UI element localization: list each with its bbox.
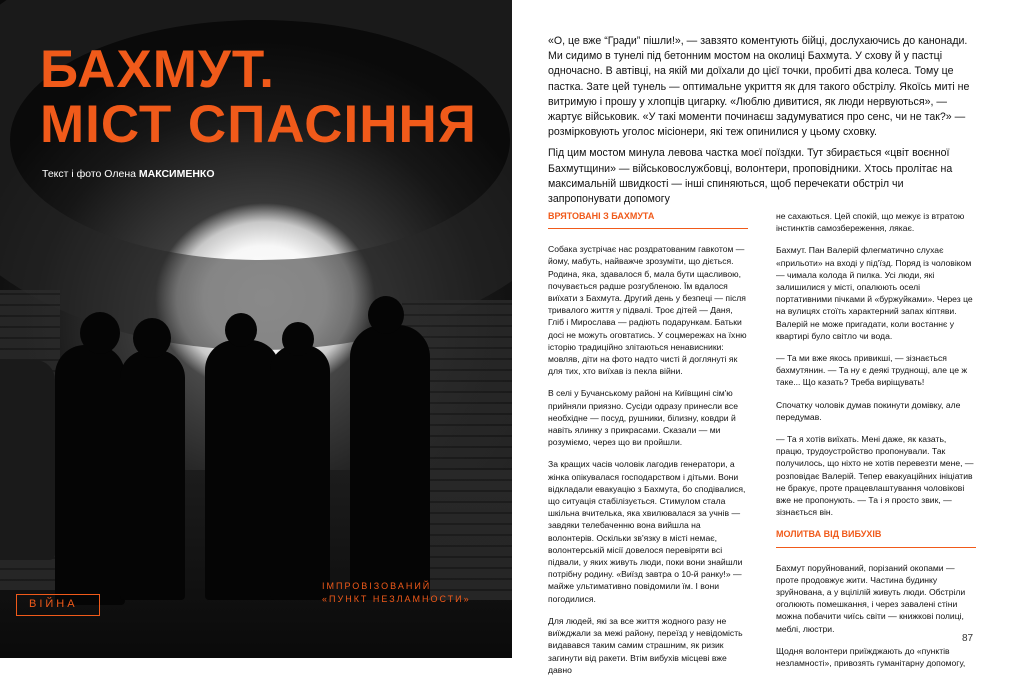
- paragraph: За кращих часів чоловік лагодив генератори, а жінка опікувалася господарством і дітьми. Вони відкладали евакуацію з Бахмута, бо сподівалися, що ситуація стабілізується. Стимулом стала шкільна вчителька, яка хвилювалася за учнів — завдяки телебаченню вона вийшла на волонтерів. Оскільки зв'язку в місті немає, волонтерській місії довелося перевіряти всі підвали, у яких живуть люди, поки вони знайшли потрібну родину. «Виїзд завтра о 10-й ранку!» — майже ультимативно повідомили їм. І вони погодилися.: [548, 459, 746, 604]
- paragraph: Щодня волонтери приїжджають до «пунктів незламності», привозять гуманітарну допомогу,: [776, 645, 966, 669]
- caption-line-1: ІМПРОВІЗОВАНИЙ: [322, 581, 432, 591]
- silhouette: [55, 345, 125, 605]
- paragraph: — Та я хотів виїхать. Мені даже, як казать, працю, трудоустройство пропонували. Так получилось, що ніхто не хотів перевезти мене, — розповідає Валерій. Тепер евакуаційних ініціатив не бракує, проте працевлаштування чоловікові вже не пропонують. — Та і я просто звик, — зізнається він.: [776, 434, 974, 518]
- paragraph: не сахаються. Цей спокій, що межує із втратою інстинктів самозбереження, лякає.: [776, 211, 965, 234]
- section-tag: ВІЙНА: [16, 594, 100, 616]
- silhouette-head: [133, 318, 171, 358]
- silhouette-head: [368, 296, 404, 334]
- paragraph: Бахмут. Пан Валерій флегматично слухає «прильоти» на вході у під'їзд. Поряд із чоловіком — чимала колода й пилка. Усі люди, які залишилися у місті, опалюють оселі портативними пічками й «буржуйками». Через це на вулицях стоїть характерний запах кіптяви. Валерій не може пригадати, коли востаннє у квартирі було світло чи вода.: [776, 245, 973, 341]
- page-title: [40, 42, 477, 152]
- paragraph: В селі у Бучанському районі на Київщині сім'ю прийняли приязно. Сусіди одразу принесли все необхідне — посуд, рушники, білизну, ковдри й навіть ялинку з прикрасами. Сказали — ми розуміємо, через що ви пройшли.: [548, 388, 738, 448]
- heading-rule: [776, 547, 976, 548]
- paragraph: Собака зустрічає нас роздратованим гавкотом — йому, мабуть, найважче зрозуміти, що діється. Родина, яка, здавалося б, мала бути щасливою, почувається радше розгубленою. Їм вдалося виїхати з Бахмута. Другий день у безпеці — після тривалого життя у підвалі. Троє дітей — Даня, Гліб і Мирослава — радіють подарункам. Батьки досі не можуть оговтатись. У соцмережах на їхню історію традиційно злітаються ненависники: мовляв, діти на фото надто чисті й доглянуті як для тих, хто виїхав із пекла війни.: [548, 244, 747, 377]
- title-line-1: БАХМУТ.: [40, 40, 275, 99]
- article-column-2: [776, 210, 976, 679]
- heading-rule: [548, 228, 748, 229]
- credit-author: МАКСИМЕНКО: [138, 168, 215, 180]
- silhouette: [205, 340, 280, 600]
- paragraph: Бахмут поруйнований, порізаний окопами — проте продовжує жити. Частина будинку зруйнована, а у вцілілій живуть люди. Обстріли оголюють помешкання, і через завалені стіни можна побачити чиїсь світи — книжкові полиці, меблі, люстри.: [776, 562, 966, 634]
- section-heading: МОЛИТВА ВІД ВИБУХІВ: [776, 529, 882, 540]
- lead-paragraph: [548, 34, 978, 213]
- silhouette: [350, 325, 430, 600]
- silhouette-head: [80, 312, 120, 354]
- car-silhouette: [0, 360, 55, 560]
- caption-line-2: «ПУНКТ НЕЗЛАМНОСТИ»: [322, 594, 471, 604]
- silhouette: [120, 350, 185, 600]
- silhouette: [270, 345, 330, 600]
- paragraph: Для людей, які за все життя жодного разу не виїжджали за межі району, переїзд у невідомість видавався таким самим страшним, як ризик загинути від ракети. Втім вибухів місцеві вже давно: [548, 615, 743, 675]
- cover-photo: [0, 0, 512, 658]
- author-credit: [42, 168, 215, 180]
- silhouette-head: [282, 322, 314, 356]
- section-heading: ВРЯТОВАНІ З БАХМУТА: [548, 211, 655, 221]
- credit-prefix: Текст і фото Олена: [42, 168, 136, 180]
- silhouette-head: [225, 313, 257, 347]
- lead-p2: Під цим мостом минула левова частка моєї поїздки. Тут збирається «цвіт воєнної Бахмутщини» — військовослужбовці, волонтери, проповідники. Хтось пролітає на максимальній швидкості — інші спиняються, щоб перечекати обстріл чи запропонувати допомогу: [548, 147, 953, 206]
- photo-caption: [322, 580, 471, 606]
- page-number: 87: [962, 633, 974, 644]
- paragraph: — Та ми вже якось привикші, — зізнається бахмутянин. — Та ну є деякі труднощі, але це ж таке... Що казать? Треба виріщувать!: [776, 353, 968, 388]
- paragraph: Спочатку чоловік думав покинути домівку, але передумав.: [776, 399, 961, 422]
- article-column-1: [548, 210, 748, 686]
- lead-p1: «О, це вже “Гради” пішли!», — завзято коментують бійці, дослухаючись до канонади. Ми сидимо в тунелі під бетонним мостом на околиці Бахмута. У схову й у пастці одночасно. В автівці, на якій ми доїхали до цієї точки, пробиті два колеса. Тому це пастка. Зате цей тунель — оптимальне укриття як для такого обстрілу. Якоїсь миті не витримую і прошу у хлопців цигарку. «Люблю дивитися, як люди нервуються», — жартує військовик. «У такі моменти починаєш задумуватися про сенс, чи не так?» — розмірковують уголос місіонери, які теж опинилися у цьому сховку.: [548, 35, 970, 139]
- title-line-2: МІСТ СПАСІННЯ: [40, 95, 477, 154]
